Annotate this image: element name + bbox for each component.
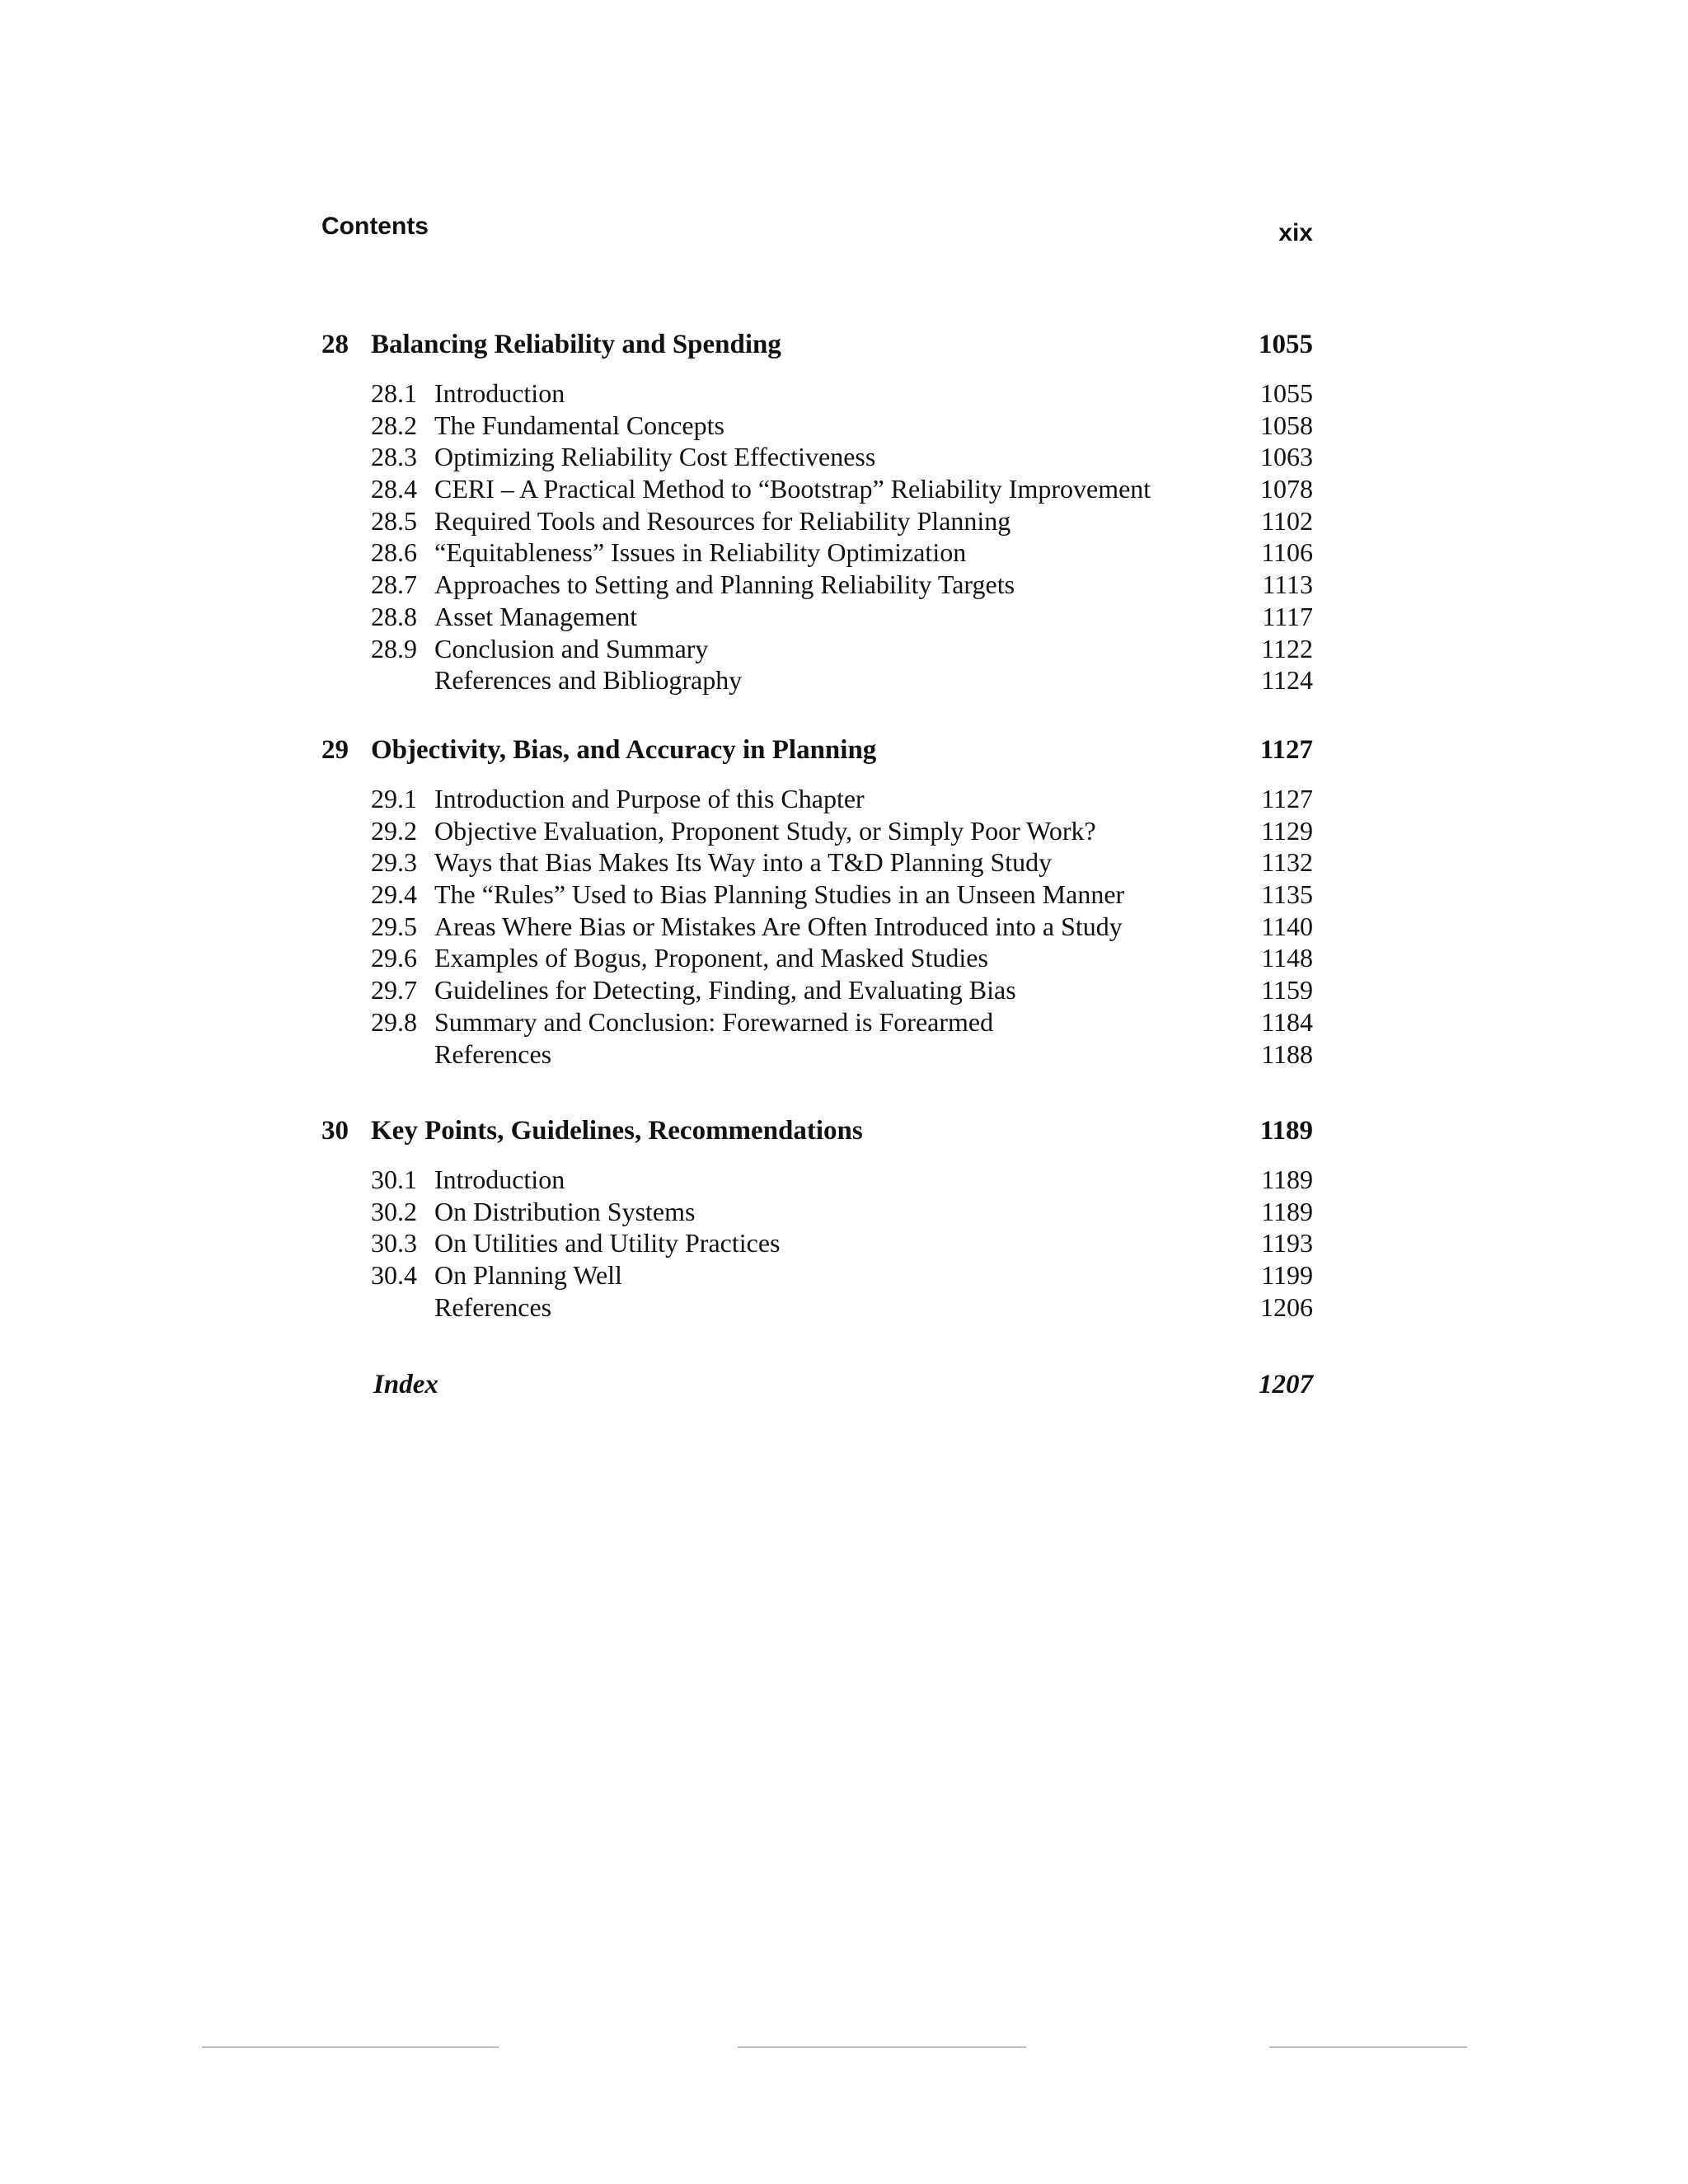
section-number: 28.9 xyxy=(371,633,417,663)
section-entry xyxy=(321,846,1313,879)
section-page: 1129 xyxy=(1261,815,1313,846)
section-number: 29.8 xyxy=(371,1006,417,1037)
chapter-28 xyxy=(321,330,1313,735)
section-title: Guidelines for Detecting, Finding, and Evaluating Bias xyxy=(434,975,1016,1005)
section-entry xyxy=(321,473,1313,505)
section-number: 28.2 xyxy=(371,410,417,440)
section-title: Introduction xyxy=(434,378,565,408)
section-title: References xyxy=(434,1038,552,1069)
section-title: Introduction and Purpose of this Chapter xyxy=(434,784,865,813)
section-list xyxy=(321,783,1313,1070)
section-page: 1127 xyxy=(1261,784,1313,813)
chapter-page: 1055 xyxy=(1259,330,1313,359)
section-title: Objective Evaluation, Proponent Study, or Simply Poor Work? xyxy=(434,815,1096,846)
section-title: Areas Where Bias or Mistakes Are Often Introduced into a Study xyxy=(434,911,1123,941)
section-title: Approaches to Setting and Planning Reliability Targets xyxy=(434,569,1015,600)
section-page: 1063 xyxy=(1260,442,1313,472)
section-entry xyxy=(321,1164,1313,1196)
section-title: References xyxy=(434,1291,552,1322)
section-entry xyxy=(321,441,1313,473)
section-number: 29.2 xyxy=(371,815,417,846)
section-page: 1055 xyxy=(1260,378,1313,408)
section-page: 1135 xyxy=(1261,879,1313,910)
section-entry xyxy=(321,911,1313,943)
section-entry xyxy=(321,633,1313,665)
section-page: 1206 xyxy=(1260,1291,1313,1322)
section-page: 1188 xyxy=(1261,1038,1313,1069)
section-page: 1189 xyxy=(1261,1196,1313,1226)
section-entry xyxy=(321,815,1313,847)
section-number: 29.4 xyxy=(371,879,417,910)
section-title: Introduction xyxy=(434,1165,565,1194)
chapter-29 xyxy=(321,735,1313,1116)
running-head-label: Contents xyxy=(321,213,429,240)
chapter-number: 29 xyxy=(321,735,349,765)
section-number: 29.1 xyxy=(371,784,417,813)
section-number: 30.3 xyxy=(371,1228,417,1258)
section-page: 1117 xyxy=(1262,601,1313,631)
section-title: Asset Management xyxy=(434,601,638,631)
section-title: Conclusion and Summary xyxy=(434,633,709,663)
section-page: 1148 xyxy=(1261,943,1313,973)
section-number: 30.2 xyxy=(371,1196,417,1226)
section-number: 28.1 xyxy=(371,378,417,408)
section-entry xyxy=(321,1291,1313,1324)
chapter-number: 30 xyxy=(321,1116,349,1146)
section-title: The “Rules” Used to Bias Planning Studies in an Unseen Manner xyxy=(434,879,1125,910)
section-title: Optimizing Reliability Cost Effectiveness xyxy=(434,442,876,472)
section-title: Examples of Bogus, Proponent, and Masked Studies xyxy=(434,943,988,973)
section-entry xyxy=(321,1038,1313,1071)
section-entry xyxy=(321,783,1313,815)
chapter-heading xyxy=(321,1116,1313,1157)
section-page: 1106 xyxy=(1261,537,1313,568)
section-title: On Distribution Systems xyxy=(434,1196,696,1226)
section-list xyxy=(321,1164,1313,1323)
chapter-number: 28 xyxy=(321,330,349,359)
running-head xyxy=(321,213,1313,254)
scan-artifact xyxy=(738,2046,1026,2048)
chapter-heading xyxy=(321,735,1313,776)
section-entry xyxy=(321,664,1313,696)
section-entry xyxy=(321,537,1313,569)
chapter-title: Balancing Reliability and Spending xyxy=(371,330,781,359)
scan-artifact xyxy=(202,2046,499,2048)
section-number: 28.5 xyxy=(371,505,417,536)
section-number: 28.6 xyxy=(371,537,417,568)
section-page: 1184 xyxy=(1261,1006,1313,1037)
section-title: Summary and Conclusion: Forewarned is Forearmed xyxy=(434,1006,994,1037)
section-entry xyxy=(321,1196,1313,1228)
section-entry xyxy=(321,942,1313,974)
section-title: On Utilities and Utility Practices xyxy=(434,1228,781,1258)
chapter-30 xyxy=(321,1116,1313,1370)
section-page: 1102 xyxy=(1261,505,1313,536)
section-number: 29.5 xyxy=(371,911,417,941)
section-title: The Fundamental Concepts xyxy=(434,410,724,440)
section-number: 28.8 xyxy=(371,601,417,631)
section-list xyxy=(321,377,1313,696)
section-entry xyxy=(321,377,1313,410)
section-page: 1122 xyxy=(1261,633,1313,663)
section-page: 1078 xyxy=(1260,474,1313,504)
scan-artifact xyxy=(1269,2046,1467,2048)
section-entry xyxy=(321,974,1313,1006)
section-title: Ways that Bias Makes Its Way into a T&D Planning Study xyxy=(434,847,1053,878)
section-page: 1132 xyxy=(1261,847,1313,878)
section-title: On Planning Well xyxy=(434,1260,622,1291)
section-entry xyxy=(321,569,1313,601)
section-entry xyxy=(321,879,1313,911)
chapter-title: Key Points, Guidelines, Recommendations xyxy=(371,1116,863,1146)
section-entry xyxy=(321,1259,1313,1291)
section-entry xyxy=(321,1006,1313,1038)
section-entry xyxy=(321,601,1313,633)
section-number: 28.7 xyxy=(371,569,417,600)
index-entry xyxy=(321,1370,1313,1411)
chapter-title: Objectivity, Bias, and Accuracy in Planning xyxy=(371,735,877,765)
section-page: 1199 xyxy=(1261,1260,1313,1291)
section-page: 1058 xyxy=(1260,410,1313,440)
section-page: 1113 xyxy=(1262,569,1313,600)
section-entry xyxy=(321,1227,1313,1259)
index-title: Index xyxy=(373,1370,438,1399)
section-page: 1140 xyxy=(1261,911,1313,941)
section-page: 1189 xyxy=(1261,1165,1313,1194)
table-of-contents xyxy=(321,330,1313,1411)
index-page: 1207 xyxy=(1259,1370,1313,1399)
section-number: 29.6 xyxy=(371,943,417,973)
section-number: 29.3 xyxy=(371,847,417,878)
section-title: Required Tools and Resources for Reliability Planning xyxy=(434,505,1011,536)
chapter-page: 1189 xyxy=(1259,1116,1313,1146)
section-title: References and Bibliography xyxy=(434,665,743,696)
section-number: 28.4 xyxy=(371,474,417,504)
chapter-page: 1127 xyxy=(1259,735,1313,765)
section-number: 28.3 xyxy=(371,442,417,472)
section-page: 1193 xyxy=(1261,1228,1313,1258)
chapter-heading xyxy=(321,330,1313,371)
running-head-page-number: xix xyxy=(1278,219,1313,246)
section-title: CERI – A Practical Method to “Bootstrap” Reliability Improvement xyxy=(434,474,1151,504)
section-number: 30.4 xyxy=(371,1260,417,1291)
section-number: 29.7 xyxy=(371,975,417,1005)
section-page: 1159 xyxy=(1261,975,1313,1005)
section-entry xyxy=(321,410,1313,442)
section-entry xyxy=(321,505,1313,537)
section-title: “Equitableness” Issues in Reliability Optimization xyxy=(434,537,967,568)
section-number: 30.1 xyxy=(371,1165,417,1194)
section-page: 1124 xyxy=(1261,665,1313,696)
